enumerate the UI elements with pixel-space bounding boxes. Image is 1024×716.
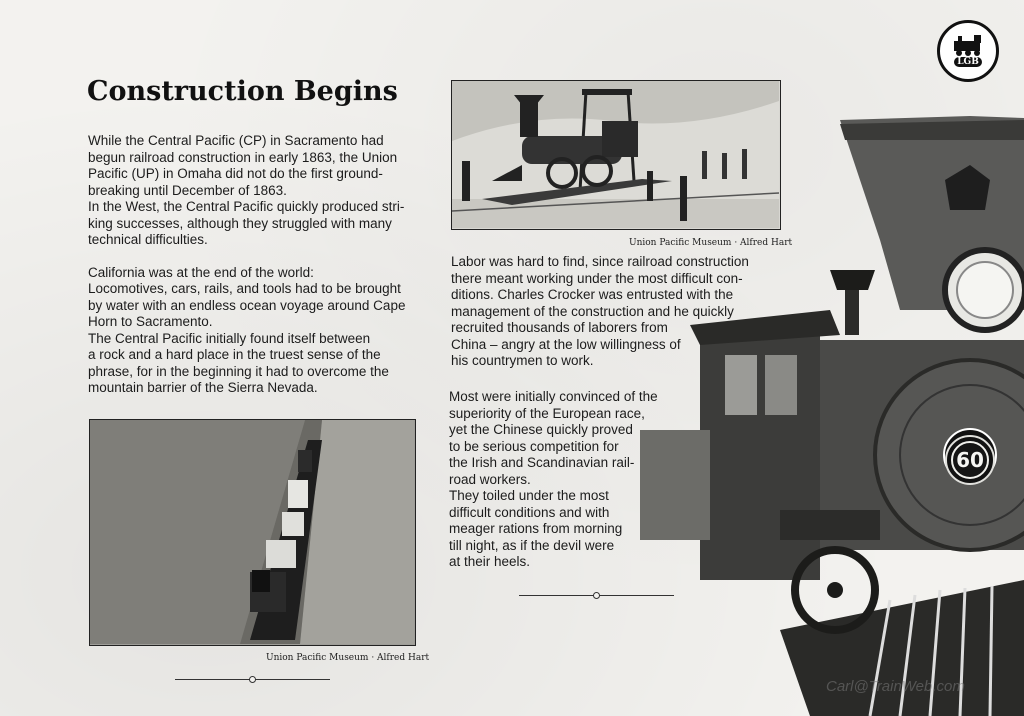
text-line: king successes, although they struggled with many (88, 215, 392, 231)
text-line: his countrymen to work. (451, 353, 594, 368)
text-line: superiority of the European race, (449, 405, 645, 421)
text-line: California was at the end of the world: (88, 264, 314, 280)
text-line: While the Central Pacific (CP) in Sacramento had (88, 133, 384, 148)
number-plate-icon (942, 434, 998, 486)
left-paragraph-1 (88, 133, 405, 249)
text-line: Labor was hard to find, since railroad construction (451, 254, 749, 269)
text-line: Pacific (UP) in Omaha did not do the first ground- (88, 166, 383, 181)
text-line: till night, as if the devil were (449, 537, 615, 553)
text-line: technical difficulties. (88, 232, 208, 247)
left-paragraph-2 (88, 265, 405, 397)
train-in-cut-illustration (90, 420, 414, 644)
text-line: Most were initially convinced of the (449, 389, 658, 404)
text-line: at their heels. (449, 554, 531, 569)
locomotive-number: 60 (956, 448, 984, 472)
logo-text: LGB (954, 57, 982, 67)
watermark: Carl@TrainWeb.com (826, 678, 965, 695)
text-line: ditions. Charles Crocker was entrusted with the (451, 287, 734, 302)
text-line: Locomotives, cars, rails, and tools had to be brought (88, 281, 401, 296)
bottom-historical-photo (89, 419, 416, 646)
ornamental-divider (175, 679, 330, 680)
text-line: a rock and a hard place in the truest sense of the (88, 347, 381, 362)
locomotive-illustration (640, 110, 1024, 716)
text-line: They toiled under the most (449, 488, 609, 503)
lgb-logo (937, 20, 999, 82)
photo-caption: Union Pacific Museum · Alfred Hart (629, 238, 793, 248)
text-line: mountain barrier of the Sierra Nevada. (88, 380, 318, 395)
text-line: by water with an endless ocean voyage around Cape (88, 297, 406, 313)
text-line: breaking until December of 1863. (88, 182, 287, 198)
page-title: Construction Begins (87, 76, 398, 107)
text-line: recruited thousands of laborers from (451, 320, 668, 335)
photo-caption: Union Pacific Museum · Alfred Hart (266, 653, 430, 663)
text-line: begun railroad construction in early 1863, the Union (88, 149, 398, 165)
text-line: the Irish and Scandinavian rail- (449, 455, 635, 470)
text-line: phrase, for in the beginning it had to overcome the (88, 363, 389, 379)
text-line: In the West, the Central Pacific quickly produced stri- (88, 199, 405, 214)
left-column-text (88, 133, 405, 397)
text-line: there meant working under the most difficult con- (451, 270, 743, 286)
text-line: The Central Pacific initially found itself between (88, 330, 371, 346)
text-line: management of the construction and he quickly (451, 303, 734, 319)
text-line: road workers. (449, 471, 531, 487)
text-line: Horn to Sacramento. (88, 314, 213, 329)
locomotive-logo-icon (940, 23, 996, 79)
text-line: China – angry at the low willingness of (451, 336, 681, 352)
right-column-text-bottom (449, 389, 658, 571)
text-line: difficult conditions and with (449, 504, 610, 520)
text-line: meager rations from morning (449, 521, 623, 536)
text-line: yet the Chinese quickly proved (449, 422, 633, 437)
text-line: to be serious competition for (449, 438, 619, 454)
